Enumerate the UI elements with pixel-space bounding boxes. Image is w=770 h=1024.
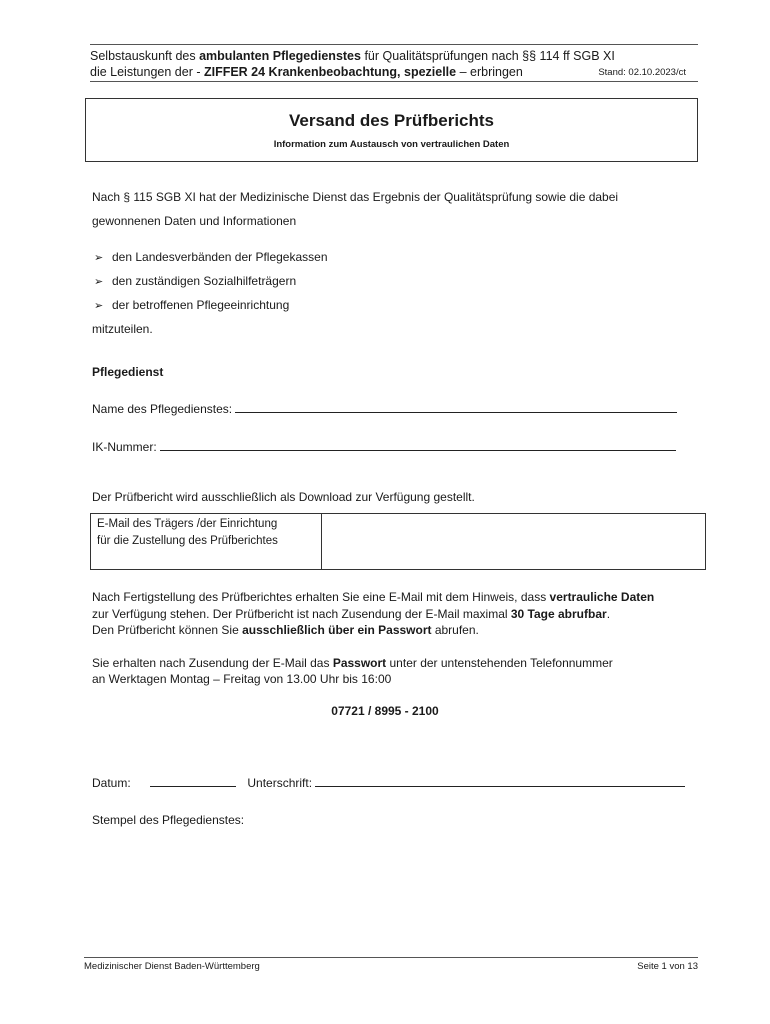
name-label: Name des Pflegedienstes: bbox=[92, 402, 233, 416]
phone-number: 07721 / 8995 - 2100 bbox=[331, 704, 439, 718]
signature-row bbox=[92, 775, 685, 791]
notice-bold-text: 30 Tage abrufbar bbox=[510, 607, 607, 621]
bullet-text: der betroffenen Pflegeeinrichtung bbox=[112, 298, 290, 312]
header-text: – erbringen bbox=[456, 65, 523, 79]
bullet-item bbox=[94, 249, 328, 266]
arrow-bullet-icon: ➢ bbox=[94, 300, 104, 312]
password-bold-text: Passwort bbox=[332, 656, 387, 670]
header-text: die Leistungen der - bbox=[90, 65, 204, 79]
bullet-text: den Landesverbänden der Pflegekassen bbox=[112, 250, 328, 264]
stempel-label: Stempel des Pflegedienstes: bbox=[92, 813, 245, 827]
bullet-text: den zuständigen Sozialhilfeträgern bbox=[112, 274, 297, 288]
notice-text: zur Verfügung stehen. Der Prüfbericht ist nach Zusendung der E-Mail maximal bbox=[92, 607, 511, 621]
password-text: Sie erhalten nach Zusendung der E-Mail das bbox=[92, 656, 333, 670]
datum-input-line[interactable] bbox=[150, 775, 236, 787]
title-box bbox=[85, 98, 698, 162]
notice-line-3 bbox=[92, 622, 479, 638]
header-text: für Qualitätsprüfungen nach §§ 114 ff SGB XI bbox=[360, 49, 615, 63]
bullet-item bbox=[94, 273, 296, 290]
arrow-bullet-icon: ➢ bbox=[94, 252, 104, 264]
intro-line-2: gewonnenen Daten und Informationen bbox=[92, 214, 297, 228]
notice-text: abrufen. bbox=[431, 623, 479, 637]
header-bold-text: ambulanten Pflegedienstes bbox=[199, 49, 361, 63]
email-table bbox=[90, 513, 706, 570]
email-input-cell[interactable] bbox=[322, 514, 705, 569]
notice-line-2 bbox=[92, 606, 610, 622]
datum-label: Datum: bbox=[92, 776, 131, 790]
notice-text: . bbox=[606, 607, 611, 621]
notice-line-1 bbox=[92, 589, 654, 605]
signature-input-line[interactable] bbox=[315, 775, 685, 787]
notice-text: Nach Fertigstellung des Prüfberichtes erhalten Sie eine E-Mail mit dem Hinweis, dass bbox=[92, 590, 550, 604]
email-label-line: für die Zustellung des Prüfberichtes bbox=[97, 535, 278, 547]
page-subtitle: Information zum Austausch von vertraulichen Daten bbox=[273, 139, 510, 150]
footer-organization: Medizinischer Dienst Baden-Württemberg bbox=[84, 961, 260, 972]
password-line-2: an Werktagen Montag – Freitag von 13.00 Uhr bis 16:00 bbox=[92, 672, 392, 686]
header-line-1 bbox=[90, 48, 698, 64]
password-text: unter der untenstehenden Telefonnummer bbox=[386, 656, 613, 670]
section-heading: Pflegedienst bbox=[92, 365, 164, 379]
header-text: Selbstauskunft des bbox=[90, 49, 200, 63]
notice-bold-text: vertrauliche Daten bbox=[549, 590, 655, 604]
header-bold-text: ZIFFER 24 Krankenbeobachtung, spezielle bbox=[203, 65, 457, 79]
notice-text: Den Prüfbericht können Sie bbox=[92, 623, 243, 637]
page-number: Seite 1 von 13 bbox=[637, 961, 698, 972]
notice-bold-text: ausschließlich über ein Passwort bbox=[242, 623, 432, 637]
ik-field-row bbox=[92, 439, 676, 455]
email-label-line: E-Mail des Trägers /der Einrichtung bbox=[97, 518, 278, 530]
mitzuteilen-text: mitzuteilen. bbox=[92, 322, 153, 336]
password-line-1 bbox=[92, 655, 613, 671]
ik-input-line[interactable] bbox=[160, 439, 676, 451]
ik-label: IK-Nummer: bbox=[92, 440, 157, 454]
name-input-line[interactable] bbox=[235, 401, 677, 413]
email-label-cell bbox=[91, 514, 322, 569]
unterschrift-label: Unterschrift: bbox=[247, 776, 313, 790]
arrow-bullet-icon: ➢ bbox=[94, 276, 104, 288]
header-line-2 bbox=[90, 64, 698, 82]
name-field-row bbox=[92, 401, 677, 417]
intro-line-1: Nach § 115 SGB XI hat der Medizinische Dienst das Ergebnis der Qualitätsprüfung sowie die dabei bbox=[92, 190, 619, 204]
page-footer bbox=[84, 957, 698, 972]
bullet-item bbox=[94, 297, 289, 314]
page-header bbox=[90, 44, 698, 82]
page-title: Versand des Prüfberichts bbox=[288, 111, 495, 130]
stand-date: Stand: 02.10.2023/ct bbox=[598, 67, 686, 78]
download-text: Der Prüfbericht wird ausschließlich als Download zur Verfügung gestellt. bbox=[92, 490, 475, 504]
